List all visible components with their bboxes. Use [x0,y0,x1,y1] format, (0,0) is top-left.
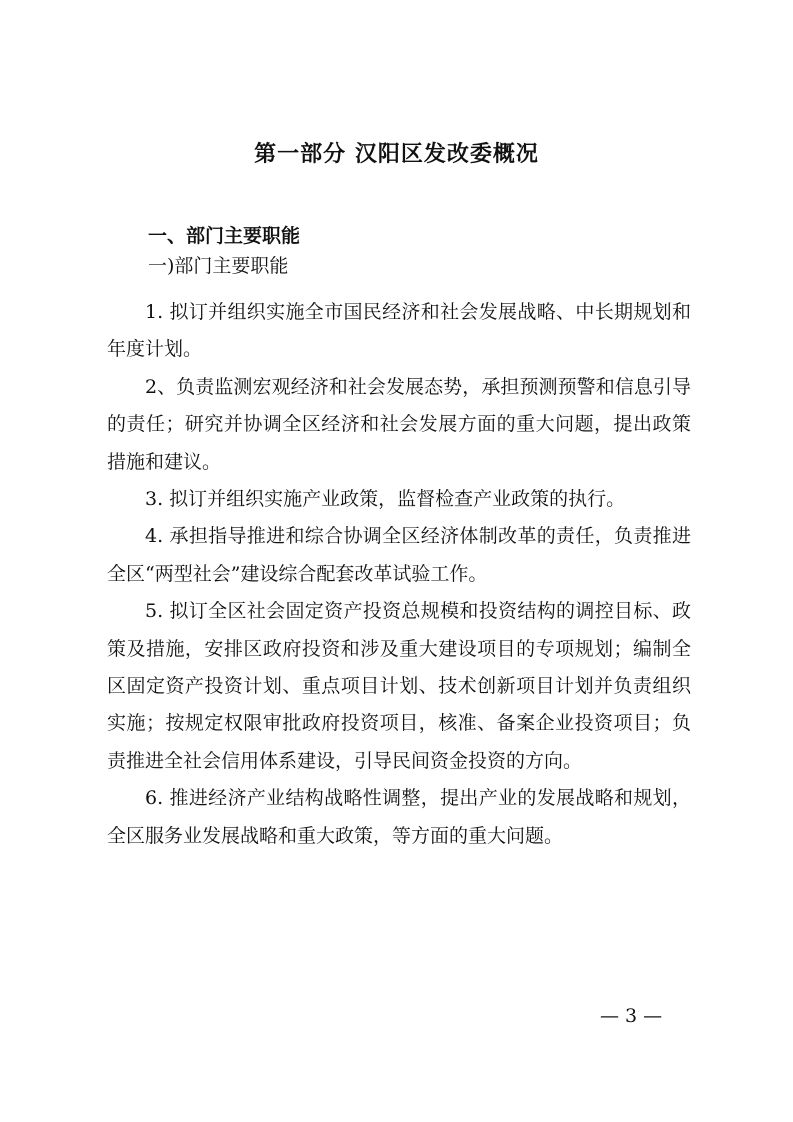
paragraph-4: 4. 承担指导推进和综合协调全区经济体制改革的责任，负责推进全区“两型社会”建设综合配套改革试验工作。 [107,525,691,585]
paragraph-3: 3. 拟订并组织实施产业政策，监督检查产业政策的执行。 [145,488,626,511]
section-heading: 一、部门主要职能 [148,225,301,247]
paragraph-1: 1. 拟订并组织实施全市国民经济和社会发展战略、中长期规划和年度计划。 [107,301,691,361]
body-text [107,294,691,855]
paragraph-5: 5. 拟订全区社会固定资产投资总规模和投资结构的调控目标、政策及措施，安排区政府投资和涉及重大建设项目的专项规划；编制全区固定资产投资计划、重点项目计划、技术创新项目计划并负责组织实施；按规定权限审批政府投资项目，核准、备案企业投资项目；负责推进全社会信用体系建设，引导民间资金投资的方向。 [107,600,691,772]
paragraph-6: 6. 推进经济产业结构战略性调整，提出产业的发展战略和规划，全区服务业发展战略和重大政策，等方面的重大问题。 [107,787,691,847]
paragraph-2: 2、负责监测宏观经济和社会发展态势，承担预测预警和信息引导的责任；研究并协调全区经济和社会发展方面的重大问题，提出政策措施和建议。 [107,375,691,473]
page-title: 第一部分 汉阳区发改委概况 [254,142,539,167]
sub-heading: 一)部门主要职能 [148,255,289,277]
page-number: — 3 — [600,1005,663,1027]
